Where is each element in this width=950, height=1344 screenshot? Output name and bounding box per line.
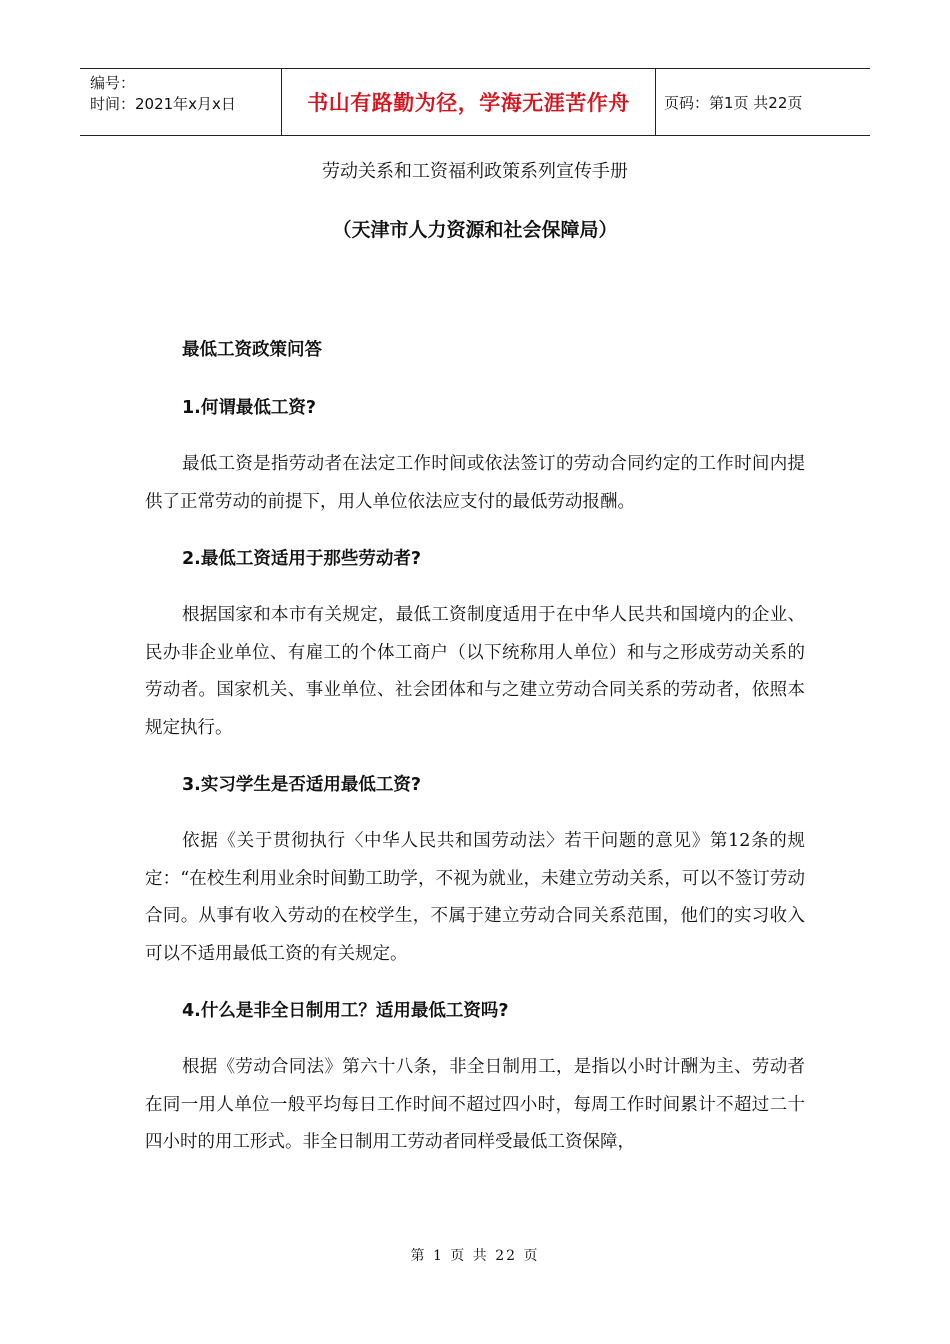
answer-paragraph: 根据国家和本市有关规定，最低工资制度适用于在中华人民共和国境内的企业、民办非企业单位、有雇工的个体工商户（以下统称用人单位）和与之形成劳动关系的劳动者。国家机关、事业单位、社会团体和与之建立劳动合同关系的劳动者，依照本规定执行。 bbox=[145, 605, 805, 738]
document-title: 劳动关系和工资福利政策系列宣传手册 bbox=[322, 161, 628, 182]
header-meta-cell bbox=[80, 69, 282, 135]
number-label: 编号： bbox=[90, 74, 136, 92]
question-heading: 4.什么是非全日制用工？适用最低工资吗? bbox=[182, 1001, 509, 1021]
time-label: 时间：2021年x月x日 bbox=[90, 95, 236, 113]
question-heading: 2.最低工资适用于那些劳动者? bbox=[182, 549, 421, 569]
document-subtitle: （天津市人力资源和社会保障局） bbox=[332, 219, 618, 241]
answer-paragraph: 根据《劳动合同法》第六十八条，非全日制用工，是指以小时计酬为主、劳动者在同一用人单位一般平均每日工作时间不超过四小时，每周工作时间累计不超过二十四小时的用工形式。非全日制用工劳动者同样受最低工资保障， bbox=[145, 1057, 805, 1152]
header-table bbox=[80, 68, 870, 136]
header-page-info: 页码：第1页 共22页 bbox=[664, 93, 803, 112]
answer-paragraph: 最低工资是指劳动者在法定工作时间或依法签订的劳动合同约定的工作时间内提供了正常劳动的前提下，用人单位依法应支付的最低劳动报酬。 bbox=[145, 454, 805, 512]
section-title: 最低工资政策问答 bbox=[182, 340, 322, 360]
header-motto: 书山有路勤为径，学海无涯苦作舟 bbox=[282, 69, 656, 135]
page-footer: 第 1 页 共 22 页 bbox=[410, 1248, 540, 1264]
answer-paragraph: 依据《关于贯彻执行〈中华人民共和国劳动法〉若干问题的意见》第12条的规定：“在校生利用业余时间勤工助学，不视为就业，未建立劳动关系，可以不签订劳动合同。从事有收入劳动的在校学生，不属于建立劳动合同关系范围，他们的实习收入可以不适用最低工资的有关规定。 bbox=[145, 831, 805, 964]
question-heading: 1.何谓最低工资? bbox=[182, 398, 316, 418]
document-body bbox=[145, 336, 805, 1162]
question-heading: 3.实习学生是否适用最低工资? bbox=[182, 775, 421, 795]
